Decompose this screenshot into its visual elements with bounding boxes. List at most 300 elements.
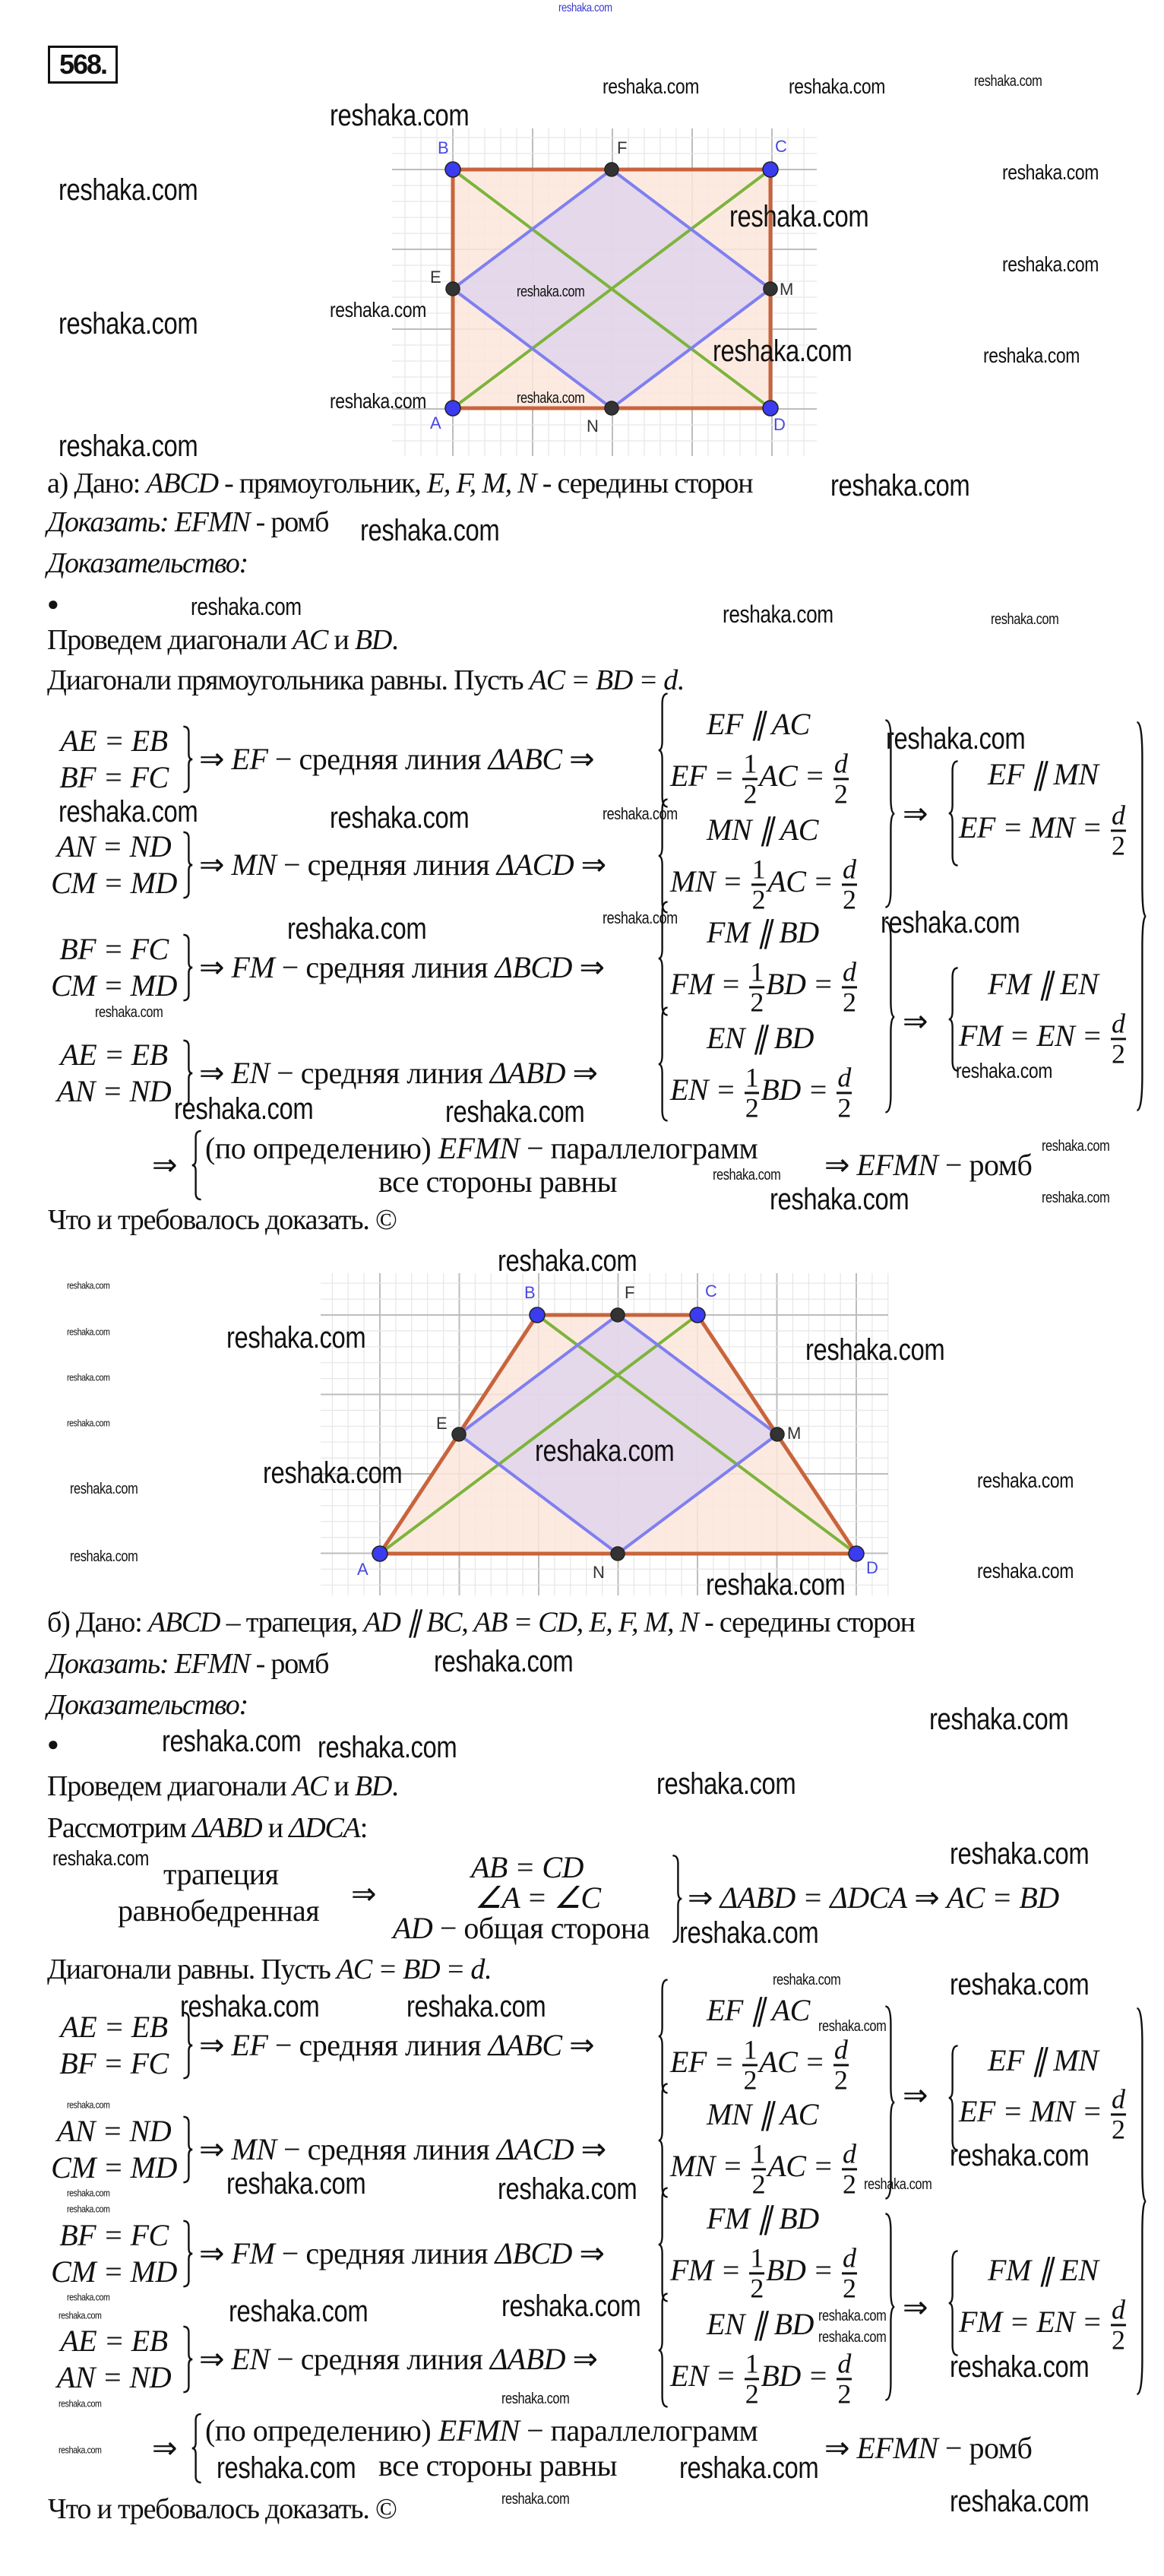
- fraction: [745, 2348, 760, 2410]
- brace-stroke: [659, 2294, 668, 2407]
- brace-stroke: [885, 2214, 894, 2400]
- equality-line: [42, 865, 186, 901]
- segment-name: EF: [231, 742, 268, 776]
- point-B: [445, 162, 460, 177]
- point-C: [690, 1307, 705, 1323]
- point-N: [611, 1547, 625, 1560]
- text-segment: Диагонали равны. Пусть: [47, 1953, 337, 1985]
- implies-arrow: ⇒: [152, 2431, 178, 2465]
- fraction-numerator: d: [1112, 2083, 1125, 2115]
- left-brace: [658, 2187, 669, 2302]
- space: [224, 2132, 232, 2166]
- triangle-congruence: ΔABD = ΔDCA: [720, 1881, 907, 1915]
- text-segment: .: [391, 1770, 398, 1802]
- space: [574, 2132, 581, 2166]
- given-equalities: [42, 2009, 186, 2082]
- condition-common-side: [393, 1912, 650, 1945]
- implies-arrow: ⇒: [199, 1056, 225, 1090]
- parallel-conclusion: FM ∥ EN: [988, 2253, 1099, 2287]
- right-brace: [884, 920, 895, 1114]
- fraction: [837, 2348, 852, 2410]
- brace-stroke: [659, 1008, 668, 1121]
- quadrilateral-name: EFMN: [438, 1131, 520, 1165]
- implies-arrow: ⇒: [579, 950, 605, 984]
- watermark: reshaka.com: [59, 2444, 102, 2456]
- watermark: reshaka.com: [770, 1183, 909, 1216]
- segment-name: FM: [231, 950, 275, 984]
- midline-text: − средняя линия: [276, 2132, 497, 2166]
- watermark: reshaka.com: [174, 1092, 314, 1126]
- watermark-top: reshaka.com: [558, 2, 612, 14]
- implies-arrow: ⇒: [199, 2342, 225, 2376]
- space: [224, 742, 232, 776]
- isosceles-label-1: трапеция: [163, 1857, 279, 1891]
- watermark: reshaka.com: [729, 200, 869, 233]
- point-label-M: M: [780, 280, 794, 299]
- parallel-statement: EF ∥ AC: [707, 1993, 810, 2027]
- parallel-statement: FM ∥ BD: [707, 2201, 819, 2235]
- length-equality: FM = EN =: [959, 1019, 1109, 1054]
- brace-stroke: [949, 968, 958, 1070]
- watermark: reshaka.com: [830, 469, 970, 502]
- brace-stroke: [183, 935, 192, 1000]
- parallel-conclusion: FM ∥ EN: [988, 967, 1099, 1001]
- watermark: reshaka.com: [713, 334, 852, 368]
- segment-name: EF: [231, 2028, 268, 2062]
- fraction: [1111, 1008, 1126, 1069]
- watermark: reshaka.com: [679, 1916, 819, 1950]
- definition-note: (по определению): [205, 2413, 438, 2448]
- math-text: Доказать: EFMN: [47, 506, 250, 538]
- length-conclusion: [959, 2294, 1128, 2356]
- point-F: [611, 1308, 625, 1322]
- equality: BF = FC: [59, 2046, 169, 2080]
- implies-arrow: ⇒: [903, 1004, 928, 1038]
- watermark: reshaka.com: [517, 390, 585, 407]
- fraction-denominator: 2: [751, 884, 766, 915]
- point-label-N: N: [587, 417, 599, 436]
- segment-name: EN: [231, 1056, 270, 1090]
- segment-name: EN: [231, 2342, 270, 2376]
- implies-arrow: ⇒: [824, 2431, 850, 2465]
- text-segment: и: [261, 1812, 289, 1844]
- point-E: [446, 282, 460, 296]
- math-text: BD: [354, 624, 392, 656]
- equality-line: [42, 2045, 186, 2082]
- length-statement: [670, 748, 850, 810]
- fraction-numerator: d: [833, 748, 848, 779]
- implies-arrow: ⇒: [152, 1148, 178, 1182]
- watermark: reshaka.com: [318, 1731, 457, 1764]
- segment-name: MN: [231, 848, 277, 882]
- midline-statement: [199, 743, 594, 776]
- equality-line: [42, 2217, 186, 2254]
- text-segment: Проведем диагонали: [47, 624, 293, 656]
- watermark: reshaka.com: [983, 344, 1080, 367]
- implies-arrow: ⇒: [199, 2132, 225, 2166]
- triangle-name: ΔABD: [489, 2342, 566, 2376]
- length-lhs: EN =: [670, 2359, 743, 2394]
- triangle-name: ΔBCD: [495, 950, 572, 984]
- text-segment: Проведем диагонали: [47, 1770, 293, 1802]
- fraction: [751, 854, 767, 915]
- point-M: [770, 1427, 784, 1441]
- math-text: Доказательство:: [47, 547, 248, 579]
- fraction-denominator: 2: [843, 2169, 856, 2200]
- fraction: [749, 956, 764, 1018]
- brace-stroke: [183, 2221, 192, 2286]
- watermark: reshaka.com: [59, 2397, 102, 2410]
- length-equality: FM = EN =: [959, 2305, 1109, 2340]
- equality-line: [42, 1037, 186, 1073]
- left-brace: [948, 2045, 959, 2151]
- space: [224, 950, 232, 984]
- conclusion-rhombus: [824, 1149, 1032, 1182]
- watermark: reshaka.com: [501, 2289, 641, 2323]
- brace-stroke: [885, 2007, 894, 2199]
- triangle-name: ΔABC: [488, 2028, 562, 2062]
- equality: BF = FC: [59, 760, 169, 794]
- watermark: reshaka.com: [162, 1725, 302, 1758]
- watermark: reshaka.com: [818, 2018, 887, 2035]
- watermark: reshaka.com: [713, 1167, 781, 1183]
- fraction-numerator: d: [843, 2138, 856, 2169]
- point-B: [530, 1307, 545, 1323]
- fraction: [837, 1062, 852, 1123]
- fraction-denominator: 2: [743, 778, 757, 810]
- problem-number: 568.: [48, 46, 118, 84]
- math-text: AC = BD = d: [336, 1953, 485, 1985]
- brace-stroke: [659, 1980, 668, 2093]
- fraction: [842, 2242, 857, 2304]
- implies-arrow: ⇒: [199, 742, 225, 776]
- point-F: [605, 163, 618, 176]
- equality: CM = MD: [51, 866, 177, 900]
- brace-stroke: [183, 727, 192, 792]
- text-segment: б) Дано:: [47, 1606, 148, 1639]
- diagonals-equal-statement: [47, 1953, 491, 1986]
- watermark: reshaka.com: [330, 801, 470, 835]
- equality: AN = ND: [56, 829, 172, 863]
- given-equalities: [42, 2217, 186, 2290]
- math-text: AC: [293, 1770, 328, 1802]
- space: [562, 2028, 570, 2062]
- midline-text: − средняя линия: [276, 848, 497, 882]
- point-label-D: D: [866, 1558, 878, 1577]
- point-label-C: C: [775, 137, 787, 156]
- isosceles-label-2: равнобедренная: [118, 1893, 320, 1928]
- watermark: reshaka.com: [950, 1837, 1090, 1871]
- implies-arrow: ⇒: [569, 742, 595, 776]
- implies-arrow: ⇒: [903, 797, 928, 831]
- space: [562, 742, 570, 776]
- left-brace: [948, 2250, 959, 2356]
- watermark: reshaka.com: [67, 1371, 110, 1383]
- bullet: ●: [47, 593, 59, 615]
- brace-stroke: [659, 2084, 668, 2197]
- length-statement: [670, 854, 859, 915]
- math-text: E, F, M, N: [426, 467, 536, 499]
- watermark: reshaka.com: [217, 2451, 356, 2485]
- triangle-name: ΔACD: [496, 848, 574, 882]
- qed-statement: Что и требовалось доказать. ©: [48, 1204, 397, 1236]
- parallel-statement: EN ∥ BD: [707, 1021, 814, 1055]
- space: [713, 1881, 720, 1915]
- fraction: [842, 854, 857, 915]
- brace-stroke: [183, 2117, 192, 2182]
- space: [939, 1881, 947, 1915]
- implies-arrow: ⇒: [351, 1877, 377, 1911]
- fraction-numerator: 1: [743, 748, 757, 779]
- equality-line: [42, 2009, 186, 2045]
- space: [224, 2236, 232, 2270]
- text-segment: Рассмотрим: [47, 1812, 193, 1844]
- point-label-E: E: [436, 1414, 448, 1433]
- parallel-statement: MN ∥ AC: [707, 2097, 818, 2131]
- implies-arrow: ⇒: [569, 2028, 595, 2062]
- watermark: reshaka.com: [226, 2167, 366, 2201]
- fraction-denominator: 2: [833, 2064, 848, 2096]
- equality: CM = MD: [51, 2150, 177, 2185]
- watermark: reshaka.com: [950, 2485, 1090, 2518]
- brace-stroke: [192, 1131, 201, 1199]
- all-sides-equal-statement: все стороны равны: [378, 1164, 618, 1199]
- watermark: reshaka.com: [67, 1279, 110, 1291]
- watermark: reshaka.com: [1042, 1138, 1110, 1155]
- text-segment: - ромб: [249, 506, 329, 538]
- fraction-numerator: 1: [751, 2138, 766, 2169]
- right-brace: [182, 2326, 193, 2393]
- watermark: reshaka.com: [330, 99, 470, 132]
- watermark: reshaka.com: [330, 389, 426, 413]
- text-segment: и: [327, 624, 355, 656]
- rectangle-figure: [392, 128, 817, 456]
- watermark: reshaka.com: [67, 2187, 110, 2199]
- brace-stroke: [192, 2414, 201, 2483]
- big-right-brace: [1136, 2004, 1147, 2398]
- space: [849, 1148, 857, 1182]
- length-mid: AC =: [767, 864, 840, 899]
- right-brace: [182, 2220, 193, 2287]
- watermark: reshaka.com: [886, 722, 1026, 756]
- text-segment: - середины сторон: [697, 1606, 915, 1639]
- side-name: AD: [393, 1911, 433, 1945]
- watermark: reshaka.com: [67, 1326, 110, 1338]
- watermark: reshaka.com: [229, 2295, 368, 2328]
- point-label-F: F: [625, 1283, 635, 1302]
- watermark: reshaka.com: [70, 1548, 138, 1565]
- watermark: reshaka.com: [881, 906, 1020, 939]
- fraction-denominator: 2: [1112, 2114, 1125, 2145]
- left-brace: [658, 1006, 669, 1122]
- triangle-name: ΔABC: [488, 742, 562, 776]
- consider-triangles: [47, 1811, 367, 1845]
- fraction-numerator: d: [843, 854, 856, 885]
- math-text: AC = BD = d: [529, 664, 678, 696]
- point-label-M: M: [787, 1424, 802, 1443]
- length-lhs: MN =: [670, 2149, 750, 2184]
- length-lhs: EF =: [670, 2045, 742, 2080]
- watermark: reshaka.com: [535, 1434, 675, 1468]
- fraction: [1111, 2294, 1126, 2356]
- midline-text: − средняя линия: [269, 2342, 490, 2376]
- equality-line: [42, 1073, 186, 1110]
- common-side-text: − общая сторона: [432, 1911, 650, 1945]
- space: [572, 2236, 580, 2270]
- brace-stroke: [183, 2327, 192, 2392]
- left-brace: [948, 760, 959, 867]
- watermark: reshaka.com: [723, 600, 833, 628]
- watermark: reshaka.com: [929, 1703, 1069, 1736]
- left-brace: [191, 1130, 202, 1200]
- watermark: reshaka.com: [950, 2139, 1090, 2172]
- equality: AE = EB: [60, 2324, 168, 2358]
- point-label-D: D: [773, 415, 786, 434]
- equality: AN = ND: [56, 2360, 172, 2394]
- implies-arrow: ⇒: [580, 848, 606, 882]
- right-brace: [182, 934, 193, 1001]
- space: [565, 1056, 573, 1090]
- equality: AN = ND: [56, 2114, 172, 2148]
- quadrilateral-name: EFMN: [438, 2413, 520, 2448]
- length-statement: [670, 956, 859, 1018]
- length-mid: AC =: [759, 2045, 832, 2080]
- space: [224, 2028, 232, 2062]
- equality: BF = FC: [59, 2218, 169, 2252]
- fraction-numerator: d: [1112, 2294, 1125, 2325]
- length-mid: BD =: [761, 1073, 836, 1107]
- fraction-numerator: d: [837, 2348, 851, 2379]
- watermark: reshaka.com: [991, 611, 1059, 628]
- watermark: reshaka.com: [1002, 160, 1099, 184]
- equality-line: [42, 2254, 186, 2290]
- length-mid: BD =: [766, 967, 840, 1002]
- equality-line: [42, 968, 186, 1004]
- fraction-denominator: 2: [745, 2378, 759, 2410]
- midline-statement: [199, 2029, 594, 2062]
- text-segment: - прямоугольник,: [217, 467, 427, 499]
- fraction-denominator: 2: [750, 2273, 764, 2304]
- midline-statement: [199, 2237, 604, 2270]
- point-D: [763, 401, 778, 416]
- watermark: reshaka.com: [656, 1767, 796, 1801]
- fraction-numerator: d: [843, 956, 856, 987]
- length-mid: BD =: [766, 2253, 840, 2288]
- point-label-B: B: [438, 138, 449, 157]
- watermark: reshaka.com: [501, 2391, 570, 2407]
- brace-stroke: [949, 2251, 958, 2355]
- implies-arrow: ⇒: [199, 2236, 225, 2270]
- watermark: reshaka.com: [263, 1456, 403, 1490]
- midline-statement: [199, 2343, 598, 2376]
- watermark: reshaka.com: [706, 1568, 846, 1602]
- brace-stroke: [1137, 722, 1146, 1111]
- prove-statement: [47, 505, 328, 539]
- fraction-denominator: 2: [837, 2378, 851, 2410]
- length-lhs: FM =: [670, 967, 748, 1002]
- length-statement: [670, 1062, 853, 1123]
- watermark: reshaka.com: [603, 908, 678, 927]
- equality: AE = EB: [60, 2010, 168, 2044]
- conclusion-rhombus: [824, 2432, 1032, 2465]
- equality: CM = MD: [51, 968, 177, 1003]
- brace-stroke: [659, 694, 668, 807]
- text-segment: а) Дано:: [47, 467, 147, 499]
- brace-stroke: [183, 832, 192, 898]
- watermark: reshaka.com: [679, 2451, 819, 2485]
- space: [572, 950, 580, 984]
- fraction: [1111, 800, 1126, 861]
- fraction-numerator: d: [843, 2242, 856, 2273]
- implies-arrow: ⇒: [903, 2078, 928, 2112]
- watermark: reshaka.com: [977, 1469, 1074, 1492]
- text-segment: Диагонали прямоугольника равны. Пусть: [47, 664, 530, 696]
- equality-line: [42, 723, 186, 759]
- left-brace: [658, 2292, 669, 2408]
- left-brace: [658, 1979, 669, 2094]
- math-text: ΔABD: [192, 1812, 262, 1844]
- midline-statement: [199, 2133, 606, 2166]
- math-text: Доказательство:: [47, 1689, 248, 1721]
- given-equalities: [42, 2323, 186, 2396]
- point-label-B: B: [524, 1283, 536, 1302]
- watermark: reshaka.com: [498, 1244, 637, 1278]
- point-label-F: F: [617, 138, 628, 157]
- space: [224, 1056, 232, 1090]
- fraction: [751, 2138, 767, 2200]
- implies-arrow: ⇒: [199, 848, 225, 882]
- right-brace: [884, 2212, 895, 2402]
- watermark: reshaka.com: [59, 307, 198, 341]
- fraction-numerator: 1: [750, 2242, 764, 2273]
- fraction: [749, 2242, 764, 2304]
- watermark: reshaka.com: [603, 74, 699, 98]
- length-lhs: EN =: [670, 1073, 743, 1107]
- length-statement: [670, 2034, 850, 2096]
- fraction-denominator: 2: [843, 987, 856, 1018]
- space: [907, 1881, 915, 1915]
- brace-stroke: [659, 2188, 668, 2302]
- watermark: reshaka.com: [950, 1968, 1090, 2001]
- triangle-name: ΔABD: [489, 1056, 566, 1090]
- watermark: reshaka.com: [864, 2176, 932, 2193]
- fraction-denominator: 2: [1112, 2324, 1125, 2356]
- fraction: [833, 2034, 849, 2096]
- parallelogram-statement: [205, 1132, 758, 1165]
- midline-text: − средняя линия: [274, 950, 495, 984]
- condition-sides: AB = CD: [471, 1850, 584, 1884]
- watermark: reshaka.com: [773, 1972, 841, 1988]
- right-brace: [182, 2116, 193, 2183]
- parallelogram-text: − параллелограмм: [519, 2413, 758, 2448]
- math-text: ABCD: [147, 1606, 220, 1639]
- given-statement: [47, 1605, 915, 1640]
- fraction: [745, 1062, 760, 1123]
- fraction-denominator: 2: [743, 2064, 757, 2096]
- right-brace: [182, 832, 193, 898]
- given-statement: [47, 467, 752, 500]
- text-segment: :: [359, 1812, 368, 1844]
- implies-arrow: ⇒: [580, 2132, 606, 2166]
- point-C: [763, 162, 778, 177]
- point-label-A: A: [357, 1560, 368, 1579]
- prove-statement: [47, 1647, 328, 1681]
- definition-note: (по определению): [205, 1131, 438, 1165]
- watermark: reshaka.com: [434, 1645, 574, 1678]
- qed-statement: Что и требовалось доказать. ©: [48, 2493, 397, 2525]
- segment-name: MN: [231, 2132, 277, 2166]
- math-text: ΔDCA: [289, 1812, 360, 1844]
